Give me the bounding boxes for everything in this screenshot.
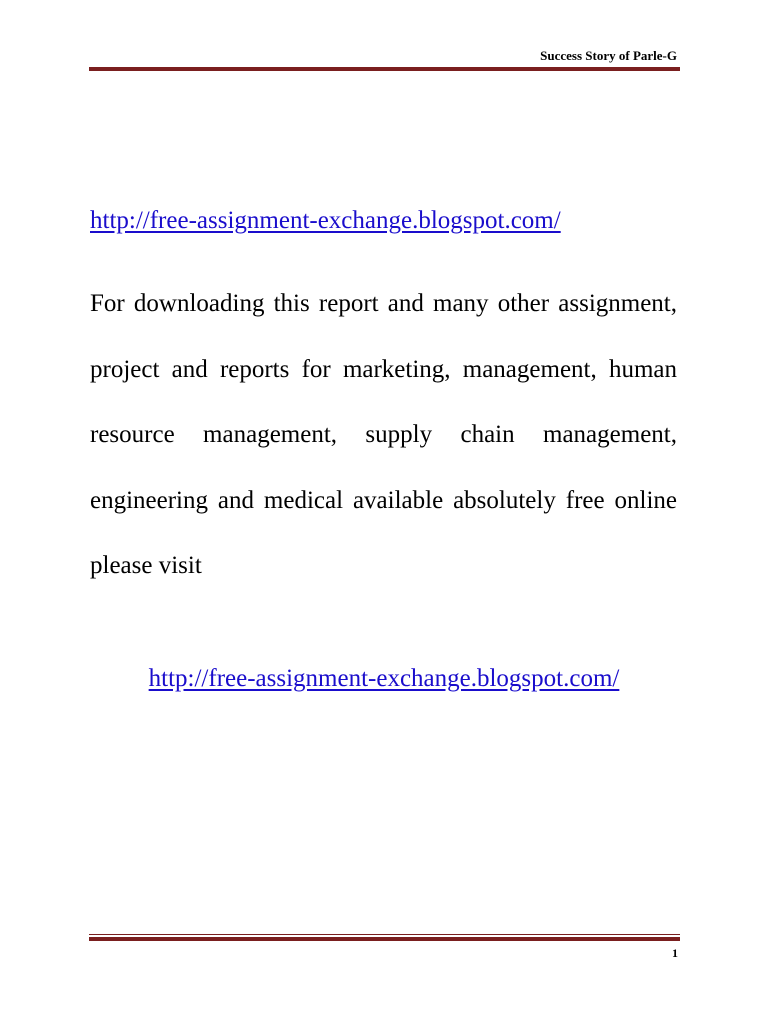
blog-link-top[interactable]: http://free-assignment-exchange.blogspot.com/ [90,207,561,234]
blog-link-bottom-container [0,665,768,693]
body-paragraph: For downloading this report and many other assignment, project and reports for marketing, management, human resource management, supply chain management, engineering and medical available absolutely free online please visit [90,290,677,579]
blog-link-bottom[interactable]: http://free-assignment-exchange.blogspot.com/ [148,665,620,692]
header-title: Success Story of Parle-G [540,48,677,63]
footer-divider-thick [89,937,680,941]
header-divider [89,67,680,71]
page-number: 1 [672,946,678,960]
footer-divider-thin [89,934,680,935]
